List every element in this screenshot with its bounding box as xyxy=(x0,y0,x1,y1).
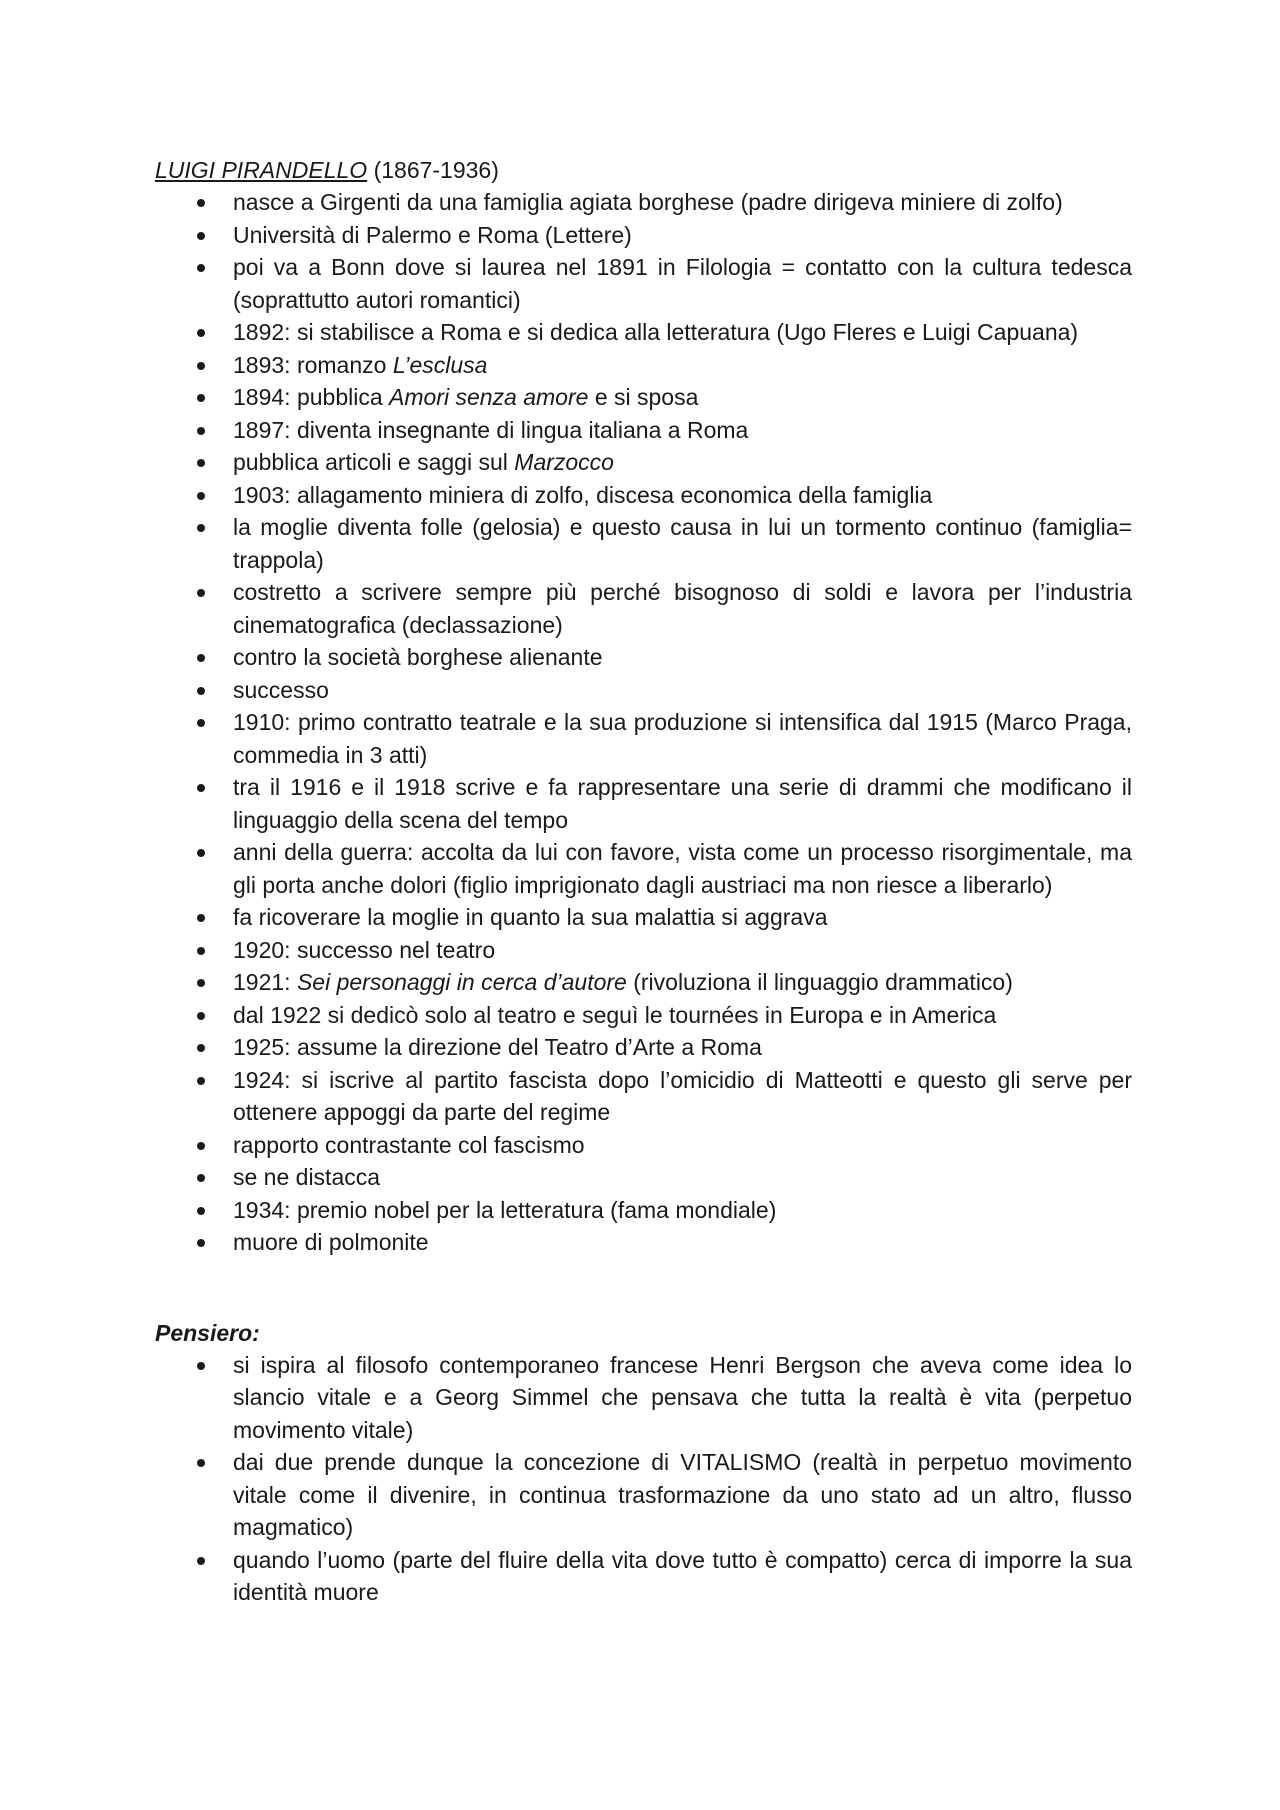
list-item xyxy=(155,1161,1132,1194)
list-item-work-title: Sei personaggi in cerca d’autore xyxy=(296,969,627,995)
bullet-icon xyxy=(197,1459,205,1467)
bullet-icon xyxy=(197,784,205,792)
list-item xyxy=(155,1446,1132,1544)
bullet-icon xyxy=(197,329,205,337)
list-item-text: anni della guerra: accolta da lui con favore, vista come un processo risorgimentale, ma gli porta anche dolori (figlio imprigionato dagli austriaci ma non riesce a liberarlo) xyxy=(233,839,1132,898)
list-item-text: 1934: premio nobel per la letteratura (fama mondiale) xyxy=(233,1196,777,1223)
list-item xyxy=(155,1031,1132,1064)
bullet-icon xyxy=(197,427,205,435)
list-item-text: 1893: romanzo xyxy=(233,351,393,378)
pensiero-list xyxy=(155,1349,1132,1609)
list-item-text: 1910: primo contratto teatrale e la sua produzione si intensifica dal 1915 (Marco Praga, commedia in 3 atti) xyxy=(233,709,1132,768)
list-item xyxy=(155,1194,1132,1227)
bullet-icon xyxy=(197,394,205,402)
list-item-text: 1924: si iscrive al partito fascista dopo l’omicidio di Matteotti e questo gli serve per ottenere appoggi da parte del regime xyxy=(233,1066,1132,1125)
list-item xyxy=(155,1349,1132,1447)
list-item xyxy=(155,414,1132,447)
bullet-icon xyxy=(197,232,205,240)
list-item xyxy=(155,1129,1132,1162)
list-item xyxy=(155,836,1132,901)
list-item-text: Università di Palermo e Roma (Lettere) xyxy=(233,221,632,248)
list-item-text: 1894: pubblica xyxy=(233,384,390,410)
list-item xyxy=(155,349,1132,382)
bullet-icon xyxy=(197,264,205,272)
list-item xyxy=(155,479,1132,512)
bullet-icon xyxy=(197,1174,205,1182)
bullet-icon xyxy=(197,1142,205,1150)
section-heading-pensiero: Pensiero: xyxy=(155,1319,260,1346)
list-item xyxy=(155,446,1132,479)
list-item xyxy=(155,706,1132,771)
list-item-text: (rivoluziona il linguaggio drammatico) xyxy=(626,969,1013,995)
list-item xyxy=(155,674,1132,707)
title-years: (1867-1936) xyxy=(367,157,499,183)
bullet-icon xyxy=(197,654,205,662)
list-item-work-title: L’esclusa xyxy=(392,351,488,378)
biography-list xyxy=(155,186,1132,1259)
list-item xyxy=(155,966,1132,999)
list-item-text: contro la società borghese alienante xyxy=(233,644,603,670)
list-item-text: 1921: xyxy=(233,969,297,995)
bullet-icon xyxy=(197,1207,205,1215)
list-item xyxy=(155,934,1132,967)
bullet-icon xyxy=(197,524,205,532)
list-item xyxy=(155,381,1132,414)
bullet-icon xyxy=(197,1239,205,1247)
list-item xyxy=(155,186,1132,219)
list-item-text: 1892: si stabilisce a Roma e si dedica alla letteratura (Ugo Fleres e Luigi Capuana) xyxy=(233,319,1079,345)
bullet-icon xyxy=(197,459,205,467)
list-item xyxy=(155,511,1132,576)
list-item-text: poi va a Bonn dove si laurea nel 1891 in Filologia = contatto con la cultura tedesca (soprattutto autori romantici) xyxy=(233,254,1132,313)
list-item-text: si ispira al filosofo contemporaneo francese Henri Bergson che aveva come idea lo slancio vitale e a Georg Simmel che pensava che tutta la realtà è vita (perpetuo movimento vitale) xyxy=(233,1351,1132,1443)
bullet-icon xyxy=(197,914,205,922)
list-item xyxy=(155,1064,1132,1129)
list-item-text: costretto a scrivere sempre più perché bisognoso di soldi e lavora per l’industria cinematografica (declassazione) xyxy=(233,579,1132,638)
list-item-text: 1920: successo nel teatro xyxy=(233,936,496,963)
bullet-icon xyxy=(197,947,205,955)
bullet-icon xyxy=(197,1362,205,1370)
list-item xyxy=(155,219,1132,252)
list-item-text: 1925: assume la direzione del Teatro d’Arte a Roma xyxy=(233,1034,762,1060)
list-item-text: quando l’uomo (parte del fluire della vita dove tutto è compatto) cerca di imporre la sua identità muore xyxy=(233,1546,1132,1605)
list-item xyxy=(155,576,1132,641)
list-item xyxy=(155,771,1132,836)
list-item-text: rapporto contrastante col fascismo xyxy=(233,1131,585,1158)
bullet-icon xyxy=(197,1557,205,1565)
list-item xyxy=(155,641,1132,674)
bullet-icon xyxy=(197,1044,205,1052)
bullet-icon xyxy=(197,1077,205,1085)
page-title: LUIGI PIRANDELLO xyxy=(155,157,368,183)
list-item xyxy=(155,251,1132,316)
list-item-text: 1897: diventa insegnante di lingua italiana a Roma xyxy=(233,416,749,443)
bullet-icon xyxy=(197,719,205,727)
list-item-text: dal 1922 si dedicò solo al teatro e seguì le tournées in Europa e in America xyxy=(233,1001,997,1028)
list-item xyxy=(155,1544,1132,1609)
bullet-icon xyxy=(197,979,205,987)
list-item-text: 1903: allagamento miniera di zolfo, discesa economica della famiglia xyxy=(233,481,933,508)
list-item-text: nasce a Girgenti da una famiglia agiata borghese (padre dirigeva miniere di zolfo) xyxy=(233,189,1063,215)
list-item xyxy=(155,999,1132,1032)
list-item-text: muore di polmonite xyxy=(233,1229,429,1255)
bullet-icon xyxy=(197,1012,205,1020)
title-line xyxy=(155,154,1132,186)
bullet-icon xyxy=(197,492,205,500)
page-content xyxy=(155,154,1132,1609)
bullet-icon xyxy=(197,362,205,370)
list-item-text: la moglie diventa folle (gelosia) e questo causa in lui un tormento continuo (famiglia= trappola) xyxy=(233,514,1132,573)
list-item-text: dai due prende dunque la concezione di VITALISMO (realtà in perpetuo movimento vitale come il divenire, in continua trasformazione da uno stato ad un altro, flusso magmatico) xyxy=(233,1449,1132,1540)
list-item xyxy=(155,1226,1132,1259)
bullet-icon xyxy=(197,589,205,597)
list-item-text: tra il 1916 e il 1918 scrive e fa rappresentare una serie di drammi che modificano il linguaggio della scena del tempo xyxy=(233,774,1132,833)
bullet-icon xyxy=(197,687,205,695)
list-item-text: e si sposa xyxy=(588,384,699,410)
list-item-text: fa ricoverare la moglie in quanto la sua malattia si aggrava xyxy=(233,904,828,930)
list-item-work-title: Marzocco xyxy=(514,449,614,475)
list-item-text: successo xyxy=(233,676,329,703)
list-item-text: se ne distacca xyxy=(233,1164,381,1190)
list-item xyxy=(155,901,1132,934)
bullet-icon xyxy=(197,199,205,207)
list-item-work-title: Amori senza amore xyxy=(389,384,589,410)
bullet-icon xyxy=(197,849,205,857)
list-item-text: pubblica articoli e saggi sul xyxy=(233,449,515,475)
list-item xyxy=(155,316,1132,349)
